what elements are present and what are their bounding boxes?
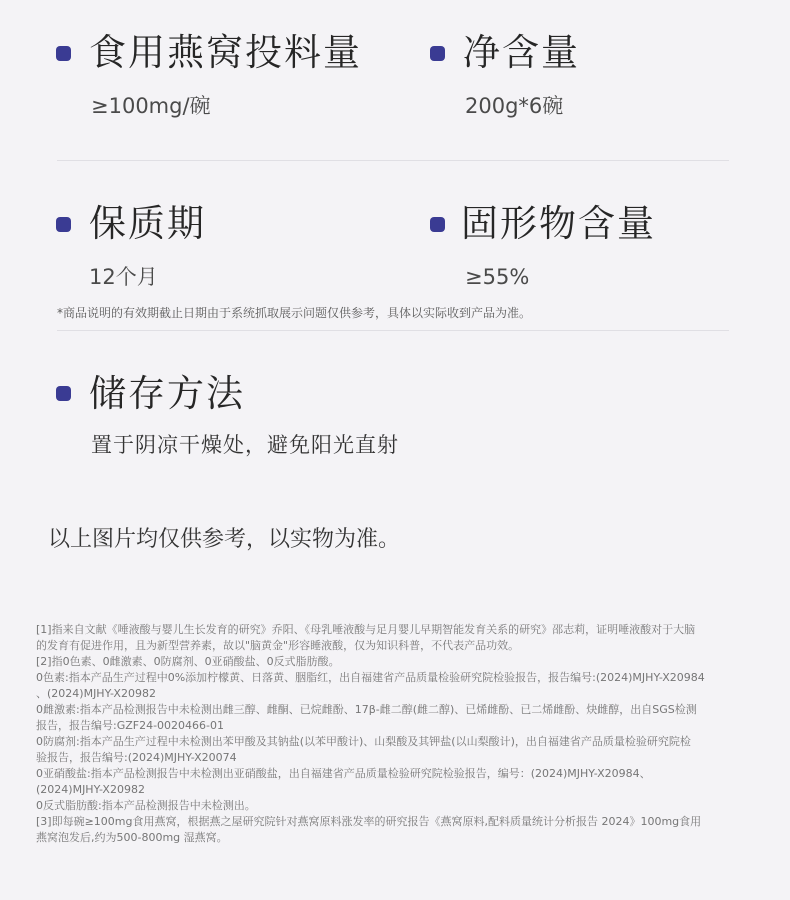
bullet-icon [56, 217, 71, 232]
shelf-life-disclaimer: *商品说明的有效期截止日期由于系统抓取展示问题仅供参考，具体以实际收到产品为准。 [57, 306, 532, 320]
footnote-line: (2024)MJHY-X20982 [36, 783, 145, 796]
spec-title-bird-nest-amount: 食用燕窝投料量 [89, 31, 362, 74]
footnote-line: 0防腐剂:指本产品生产过程中未检测出苯甲酸及其钠盐(以苯甲酸计)、山梨酸及其钾盐(以山梨酸计)，出自福建省产品质量检验研究院检 [36, 735, 691, 748]
footnote-line: [3]即每碗≥100mg食用燕窝，根据燕之屋研究院针对燕窝原料涨发率的研究报告《燕窝原料,配料质量统计分析报告 2024》100mg食用 [36, 815, 702, 828]
storage-value: 置于阴凉干燥处，避免阳光直射 [91, 433, 399, 457]
storage-title: 储存方法 [89, 372, 245, 415]
bullet-icon [430, 217, 445, 232]
footnote-line: 验报告，报告编号:(2024)MJHY-X20074 [36, 751, 237, 764]
footnote-line: [2]指0色素、0雌激素、0防腐剂、0亚硝酸盐、0反式脂肪酸。 [36, 655, 340, 668]
footnote-line: 、(2024)MJHY-X20982 [36, 687, 156, 700]
reference-note: 以上图片均仅供参考，以实物为准。 [48, 527, 401, 552]
footnote-line: 0色素:指本产品生产过程中0%添加柠檬黄、日落黄、胭脂红，出自福建省产品质量检验研究院检验报告，报告编号:(2024)MJHY-X20984 [36, 671, 705, 684]
footnote-line: 燕窝泡发后,约为500-800mg 湿燕窝。 [36, 831, 228, 844]
footnote-line: 的发育有促进作用，且为新型营养素，故以"脑黄金"形容睡液酸，仅为知识科普，不代表产品功效。 [36, 639, 520, 652]
footnote-line: [1]指来自文献《唾液酸与婴儿生长发育的研究》乔阳、《母乳唾液酸与足月婴儿早期智能发育关系的研究》邵志莉，证明唾液酸对于大脑 [36, 623, 696, 636]
spec-title-shelf-life: 保质期 [89, 202, 206, 245]
footnote-line: 0亚硝酸盐:指本产品检测报告中未检测出亚硝酸盐，出自福建省产品质量检验研究院检验报告，编号：(2024)MJHY-X20984、 [36, 767, 651, 780]
spec-title-solids-content: 固形物含量 [461, 202, 656, 245]
footnote-line: 0雌激素:指本产品检测报告中未检测出雌三醇、雌酮、已烷雌酚、17β-雌二醇(雌二醇)、已烯雌酚、已二烯雌酚、炔雌醇，出自SGS检测 [36, 703, 697, 716]
footnote-line: 报告，报告编号:GZF24-0020466-01 [36, 719, 225, 732]
bullet-icon [56, 386, 71, 401]
bullet-icon [430, 46, 445, 61]
spec-value-shelf-life: 12个月 [89, 265, 158, 289]
divider [57, 160, 729, 161]
footnotes [36, 622, 766, 846]
spec-value-bird-nest-amount: ≥100mg/碗 [91, 94, 211, 118]
footnote-line: 0反式脂肪酸:指本产品检测报告中未检测出。 [36, 799, 256, 812]
bullet-icon [56, 46, 71, 61]
spec-value-net-content: 200g*6碗 [465, 94, 564, 118]
spec-value-solids-content: ≥55% [465, 265, 530, 289]
spec-title-net-content: 净含量 [463, 31, 580, 74]
divider [57, 330, 729, 331]
